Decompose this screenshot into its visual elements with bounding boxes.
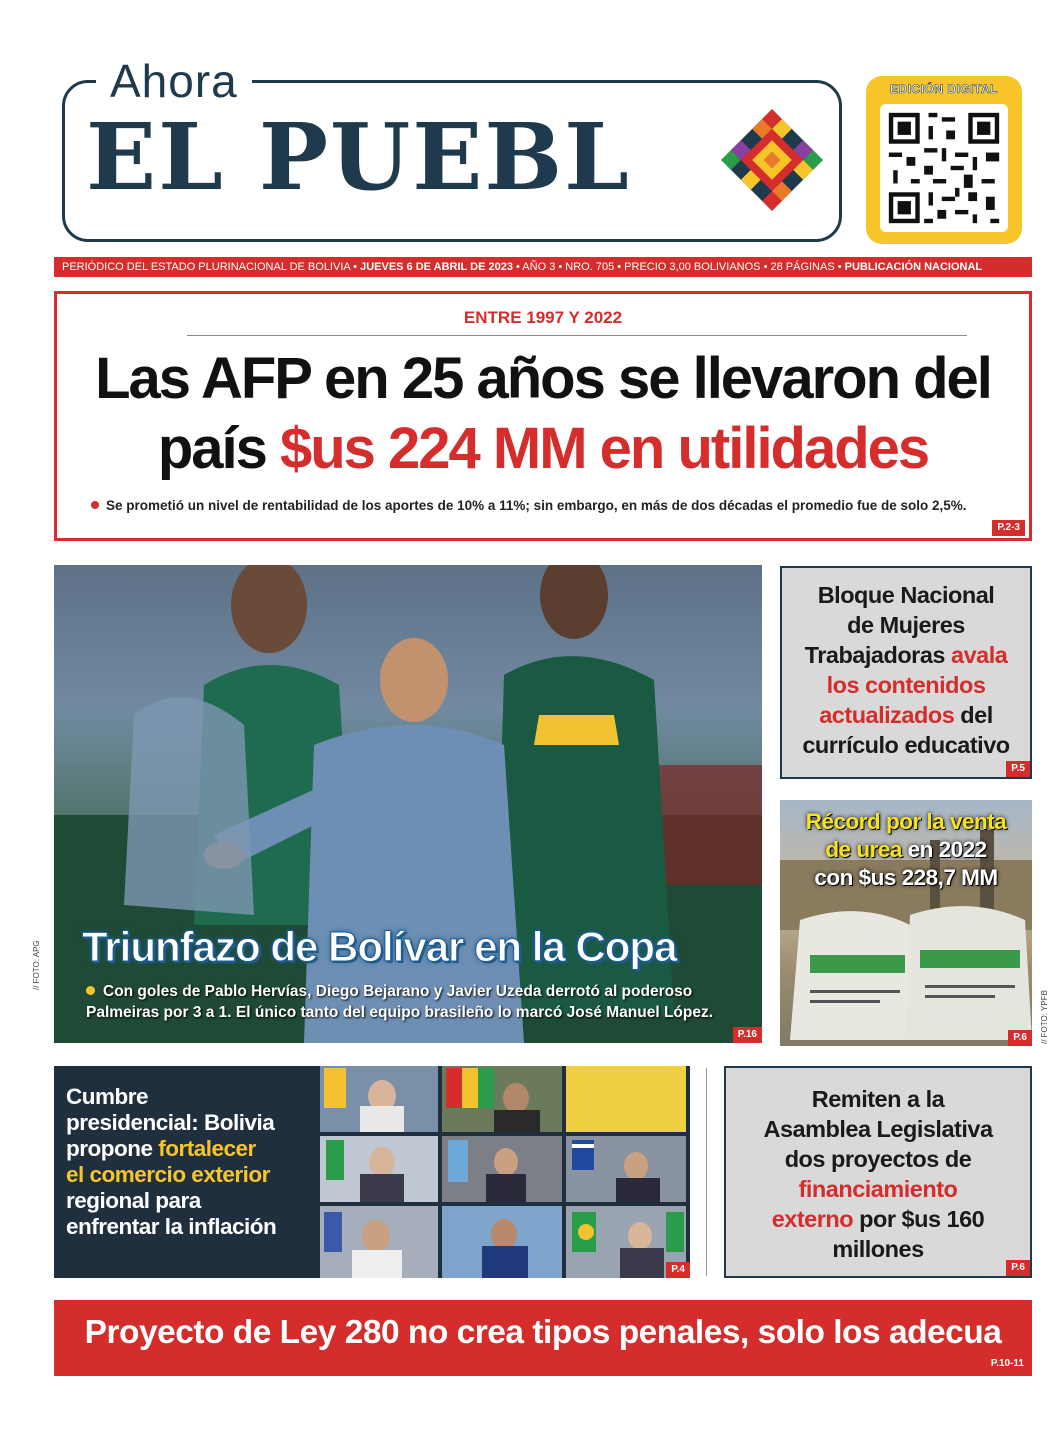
cumbre-line: presidencial: Bolivia xyxy=(66,1110,275,1135)
column-divider xyxy=(706,1068,707,1276)
mujeres-highlight: los contenidos xyxy=(826,672,986,698)
lead-page-ref: P.2-3 xyxy=(992,520,1025,536)
mujeres-highlight: actualizados xyxy=(819,702,955,728)
mujeres-story[interactable] xyxy=(780,566,1032,779)
remiten-line: Asamblea Legislativa xyxy=(763,1116,993,1142)
edition-price: PRECIO 3,00 BOLIVIANOS xyxy=(624,261,761,273)
lead-headline-text: país xyxy=(157,416,280,481)
remiten-highlight: financiamiento xyxy=(798,1176,958,1202)
lead-kicker: ENTRE 1997 Y 2022 xyxy=(463,308,623,327)
mujeres-headline xyxy=(782,580,1030,760)
mujeres-line xyxy=(782,640,1030,670)
lead-headline-highlight: $us 224 MM en utilidades xyxy=(279,416,929,481)
remiten-line xyxy=(726,1204,1030,1234)
mujeres-line: de Mujeres xyxy=(847,612,965,638)
remiten-line: Remiten a la xyxy=(811,1086,945,1112)
cumbre-highlight: el comercio exterior xyxy=(66,1162,270,1187)
bullet-icon xyxy=(91,501,99,509)
cumbre-line: enfrentar la inflación xyxy=(66,1214,277,1239)
remiten-headline xyxy=(726,1084,1030,1264)
andean-diamond-logo-icon xyxy=(720,108,824,212)
lead-divider xyxy=(187,335,967,336)
footer-page-ref: P.10-11 xyxy=(990,1358,1024,1369)
sports-photo-story[interactable] xyxy=(54,565,762,1043)
edition-info-bar: PERIÓDICO DEL ESTADO PLURINACIONAL DE BOLIVIA • JUEVES 6 DE ABRIL DE 2023 • AÑO 3 • NRO. 705 • PRECIO 3,00 BOLIVIANOS • 28 PÁGINAS • PUBLICACIÓN NACIONAL xyxy=(54,257,1032,277)
urea-text: en 2022 xyxy=(901,837,987,862)
remiten-highlight: externo xyxy=(771,1206,854,1232)
remiten-story[interactable] xyxy=(724,1066,1032,1278)
masthead-brand: EL PUEBL xyxy=(86,103,631,211)
urea-line xyxy=(780,836,1032,864)
qr-code-icon[interactable] xyxy=(880,104,1008,232)
digital-edition-qr[interactable] xyxy=(866,76,1022,244)
edition-year: AÑO 3 xyxy=(522,261,556,273)
urea-headline xyxy=(780,808,1032,892)
urea-line: con $us 228,7 MM xyxy=(814,865,998,890)
remiten-page-ref: P.6 xyxy=(1006,1260,1030,1276)
edition-number: NRO. 705 xyxy=(565,261,615,273)
lead-headline-line2 xyxy=(57,416,1029,482)
videoconference-collage-photo xyxy=(316,1066,690,1278)
masthead-ahora: Ahora xyxy=(96,54,252,108)
mujeres-highlight: avala xyxy=(951,642,1008,668)
cumbre-headline xyxy=(66,1084,366,1240)
cumbre-page-ref: P.4 xyxy=(666,1262,690,1278)
mujeres-text: del xyxy=(954,702,993,728)
page-count: 28 PÁGINAS xyxy=(770,261,835,273)
bullet-icon xyxy=(86,986,95,995)
mujeres-text: Trabajadoras xyxy=(804,642,951,668)
urea-highlight: de urea xyxy=(825,837,902,862)
sports-summary-text: Con goles de Pablo Hervías, Diego Bejarano y Javier Uzeda derrotó al poderoso Palmeiras por 3 a 1. El único tanto del equipo brasileño lo marcó José Manuel López. xyxy=(86,983,714,1021)
lead-story[interactable] xyxy=(54,291,1032,541)
cumbre-line xyxy=(66,1136,366,1162)
mujeres-line xyxy=(782,700,1030,730)
sports-summary xyxy=(86,981,746,1023)
mujeres-line: currículo educativo xyxy=(802,732,1010,758)
lead-headline-line1: Las AFP en 25 años se llevaron del xyxy=(95,346,991,411)
footer-story-bar[interactable] xyxy=(54,1300,1032,1376)
lead-summary xyxy=(91,498,1021,513)
lead-summary-text: Se prometió un nivel de rentabilidad de los aportes de 10% a 11%; sin embargo, en más de dos décadas el promedio fue de solo 2,5%. xyxy=(106,498,967,513)
urea-highlight: Récord por la venta xyxy=(805,809,1007,834)
football-players-photo xyxy=(54,565,762,1043)
cumbre-text: propone xyxy=(66,1136,159,1161)
publisher: PERIÓDICO DEL ESTADO PLURINACIONAL DE BOLIVIA xyxy=(62,261,351,273)
sports-page-ref: P.16 xyxy=(733,1027,762,1043)
footer-headline: Proyecto de Ley 280 no crea tipos penales, solo los adecua xyxy=(84,1314,1002,1351)
urea-page-ref: P.6 xyxy=(1008,1030,1032,1046)
photo-credit-apg: // FOTO: APG xyxy=(32,940,41,990)
urea-story[interactable] xyxy=(780,800,1032,1046)
publication-scope: PUBLICACIÓN NACIONAL xyxy=(844,261,983,273)
cumbre-line: Cumbre xyxy=(66,1084,149,1109)
cumbre-highlight: fortalecer xyxy=(158,1136,256,1161)
remiten-text: por $us 160 xyxy=(853,1206,985,1232)
cumbre-story[interactable] xyxy=(54,1066,690,1278)
cumbre-line: regional para xyxy=(66,1188,201,1213)
remiten-line: millones xyxy=(832,1236,924,1262)
remiten-line: dos proyectos de xyxy=(784,1146,972,1172)
sports-headline: Triunfazo de Bolívar en la Copa xyxy=(82,923,677,970)
photo-credit-ypfb: // FOTO: YPFB xyxy=(1040,990,1049,1044)
mujeres-page-ref: P.5 xyxy=(1006,761,1030,777)
digital-edition-label: EDICIÓN DIGITAL xyxy=(890,82,998,96)
edition-date: JUEVES 6 DE ABRIL DE 2023 xyxy=(360,261,513,273)
mujeres-line: Bloque Nacional xyxy=(817,582,995,608)
